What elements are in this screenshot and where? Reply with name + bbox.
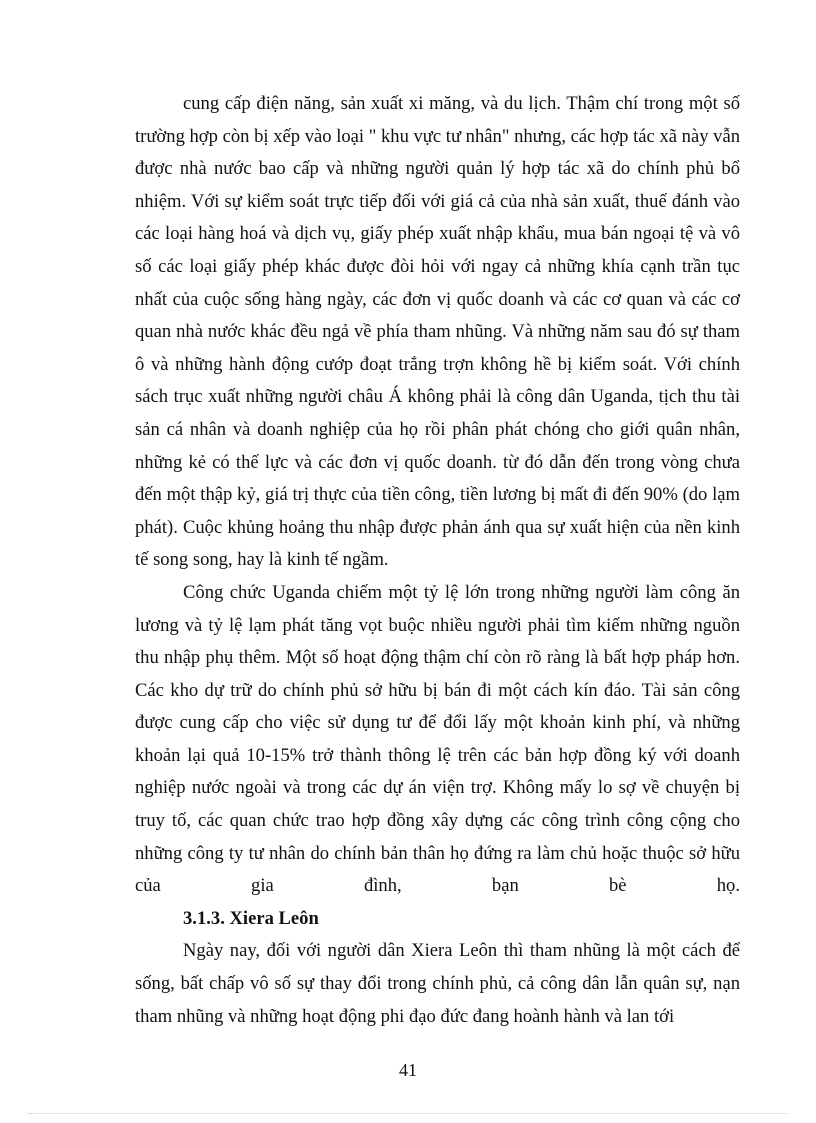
body-text	[135, 88, 740, 1033]
page-bottom-divider	[28, 1113, 788, 1114]
page-number: 41	[399, 1060, 417, 1080]
paragraph-uganda-economy: cung cấp điện năng, sản xuất xi măng, và du lịch. Thậm chí trong một số trường hợp còn bị xếp vào loại " khu vực tư nhân" nhưng, các hợp tác xã này vẫn được nhà nước bao cấp và những người quản lý hợp tác xã do chính phủ bổ nhiệm. Với sự kiểm soát trực tiếp đối với giá cả của nhà sản xuất, thuế đánh vào các loại hàng hoá và dịch vụ, giấy phép xuất nhập khẩu, mua bán ngoại tệ và vô số các loại giấy phép khác được đòi hỏi với ngay cả những khía cạnh trần tục nhất của cuộc sống hàng ngày, các đơn vị quốc doanh và các cơ quan và các cơ quan nhà nước khác đều ngả về phía tham nhũng. Và những năm sau đó sự tham ô và những hành động cướp đoạt trắng trợn không hề bị kiểm soát. Với chính sách trục xuất những người châu Á không phải là công dân Uganda, tịch thu tài sản cá nhân và doanh nghiệp của họ rồi phân phát chóng cho giới quân nhân, những kẻ có thế lực và các đơn vị quốc doanh. từ đó dẫn đến trong vòng chưa đến một thập kỷ, giá trị thực của tiền công, tiền lương bị mất đi đến 90% (do lạm phát). Cuộc khủng hoảng thu nhập được phản ánh qua sự xuất hiện của nền kinh tế song song, hay là kinh tế ngầm.	[135, 93, 740, 571]
paragraph-sierra-leone: Ngày nay, đối với người dân Xiera Leôn thì tham nhũng là một cách để sống, bất chấp vô số sự thay đổi trong chính phủ, cả công dân lẫn quân sự, nạn tham nhũng và những hoạt động phi đạo đức đang hoành hành và lan tới	[135, 940, 740, 1027]
paragraph-uganda-civil-servants: Công chức Uganda chiếm một tỷ lệ lớn trong những người làm công ăn lương và tỷ lệ lạm phát tăng vọt buộc nhiều người phải tìm kiếm những nguồn thu nhập phụ thêm. Một số hoạt động thậm chí còn rõ ràng là bất hợp pháp hơn. Các kho dự trữ do chính phủ sở hữu bị bán đi một cách kín đáo. Tài sản công được cung cấp cho việc sử dụng tư để đổi lấy một khoản kinh phí, và những khoản lại quả 10-15% trở thành thông lệ trên các bản hợp đồng ký với doanh nghiệp nước ngoài và trong các dự án viện trợ. Không mấy lo sợ về chuyện bị truy tố, các quan chức trao hợp đồng xây dựng các công trình công cộng cho những công ty tư nhân do chính bản thân họ đứng ra làm chủ hoặc thuộc sở hữu của gia đình, bạn bè họ.	[135, 581, 740, 897]
section-heading: 3.1.3. Xiera Leôn	[183, 907, 319, 929]
